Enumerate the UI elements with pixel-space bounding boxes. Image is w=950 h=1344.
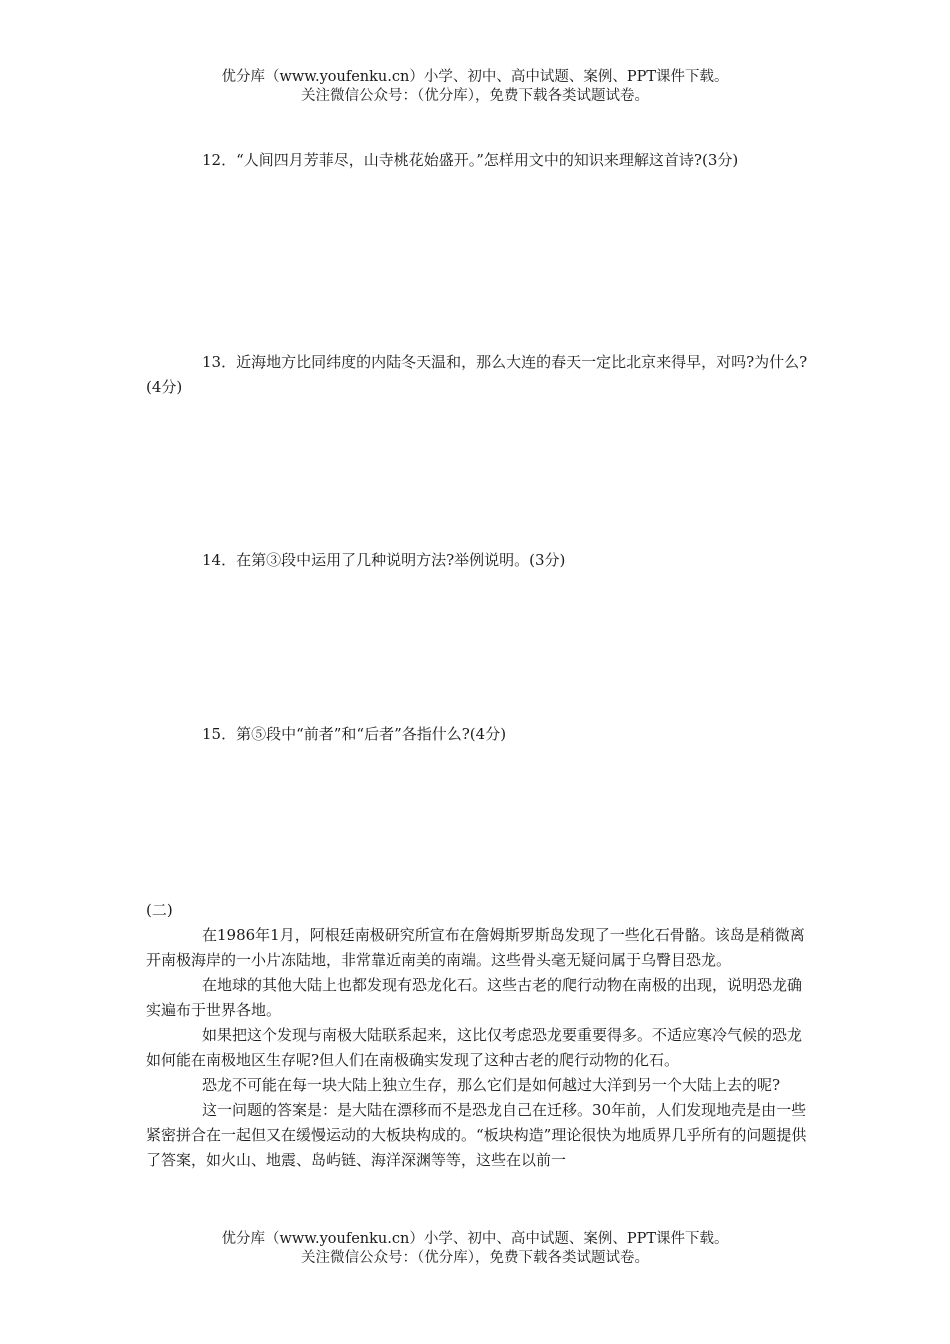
passage-paragraph-1: 在1986年1月，阿根廷南极研究所宣布在詹姆斯罗斯岛发现了一些化石骨骼。该岛是稍微离开南极海岸的一小片冻陆地，非常靠近南美的南端。这些骨头毫无疑问属于乌臀目恐龙。 [146,926,805,969]
question-13: 13．近海地方比同纬度的内陆冬天温和，那么大连的春天一定比北京来得早，对吗?为什么?(4分) [146,353,808,396]
question-12: 12．“人间四月芳菲尽，山寺桃花始盛开。”怎样用文中的知识来理解这首诗?(3分) [202,151,739,169]
reading-passage [146,923,808,1173]
footer-line-1: 优分库（www.youfenku.cn）小学、初中、高中试题、案例、PPT课件下载。 [221,1231,729,1247]
passage-paragraph-4: 恐龙不可能在每一块大陆上独立生存，那么它们是如何越过大洋到另一个大陆上去的呢? [202,1076,781,1094]
page-footer [0,1230,950,1268]
header-line-1: 优分库（www.youfenku.cn）小学、初中、高中试题、案例、PPT课件下载。 [221,69,729,85]
question-15: 15．第⑤段中“前者”和“后者”各指什么?(4分) [202,725,507,743]
page-header [0,68,950,106]
passage-paragraph-2: 在地球的其他大陆上也都发现有恐龙化石。这些古老的爬行动物在南极的出现，说明恐龙确实遍布于世界各地。 [146,976,803,1019]
header-line-2: 关注微信公众号：（优分库），免费下载各类试题试卷。 [301,88,649,104]
passage-paragraph-5: 这一问题的答案是：是大陆在漂移而不是恐龙自己在迁移。30年前，人们发现地壳是由一些紧密拼合在一起但又在缓慢运动的大板块构成的。“板块构造”理论很快为地质界几乎所有的问题提供了答案，如火山、地震、岛屿链、海洋深渊等等，这些在以前一 [146,1101,807,1169]
question-14: 14．在第③段中运用了几种说明方法?举例说明。(3分) [202,551,566,569]
passage-paragraph-3: 如果把这个发现与南极大陆联系起来，这比仅考虑恐龙要重要得多。不适应寒冷气候的恐龙如何能在南极地区生存呢?但人们在南极确实发现了这种古老的爬行动物的化石。 [146,1026,803,1069]
footer-line-2: 关注微信公众号：（优分库），免费下载各类试题试卷。 [301,1250,649,1266]
section-label: (二) [146,901,173,919]
